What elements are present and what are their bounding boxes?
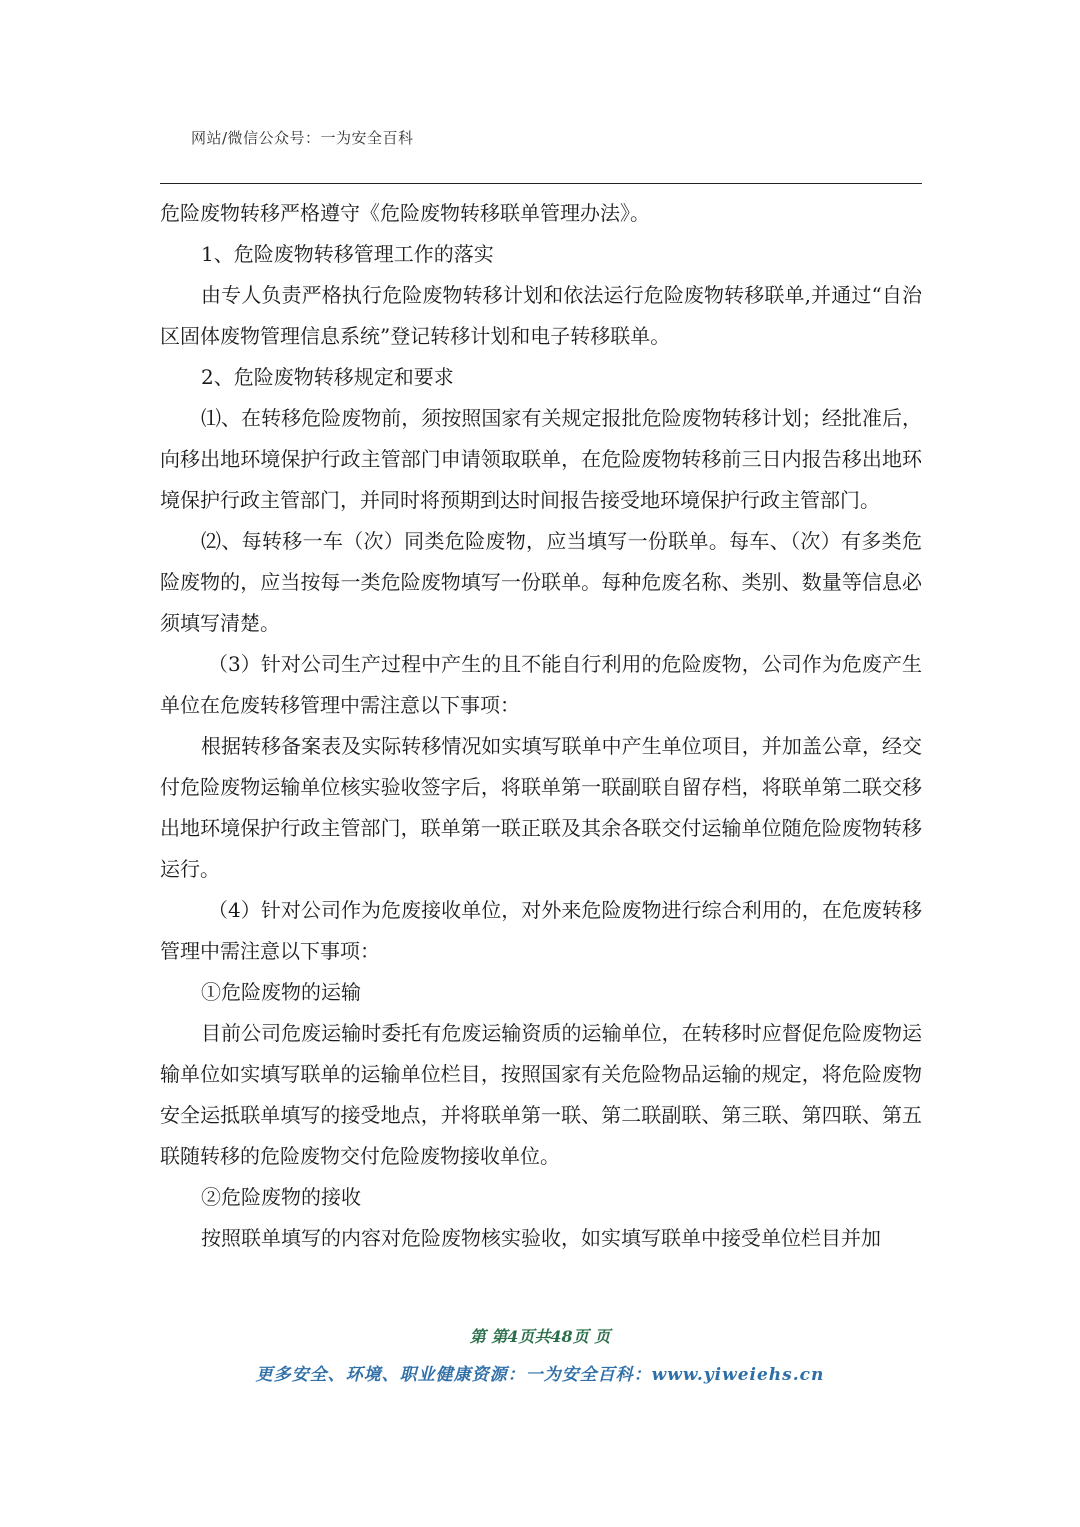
item-2: ⑵、每转移一车（次）同类危险废物，应当填写一份联单。每车、（次）有多类危险废物的，应当按每一类危险废物填写一份联单。每种危废名称、类别、数量等信息必须填写清楚。 (160, 529, 922, 635)
item-3: （3）针对公司生产过程中产生的且不能自行利用的危险废物，公司作为危废产生单位在危废转移管理中需注意以下事项： (160, 652, 922, 717)
source-note: 网站/微信公众号：一为安全百科 (191, 129, 414, 147)
paragraph-receive: 按照联单填写的内容对危险废物核实验收，如实填写联单中接受单位栏目并加 (201, 1226, 881, 1250)
subheading-receive: ②危险废物的接收 (201, 1185, 361, 1209)
paragraph-1: 由专人负责严格执行危险废物转移计划和依法运行危险废物转移联单,并通过“自治区固体废物管理信息系统”登记转移计划和电子转移联单。 (160, 283, 922, 348)
resources-footer: 更多安全、环境、职业健康资源：一为安全百科：www.yiweiehs.cn (255, 1365, 825, 1385)
paragraph-transport: 目前公司危废运输时委托有危废运输资质的运输单位，在转移时应督促危险废物运输单位如实填写联单的运输单位栏目，按照国家有关危险物品运输的规定，将危险废物安全运抵联单填写的接受地点，并将联单第一联、第二联副联、第三联、第四联、第五联随转移的危险废物交付危险废物接收单位。 (160, 1021, 922, 1168)
page-number: 第 第4页共48页 页 (469, 1327, 611, 1346)
item-4: （4）针对公司作为危废接收单位，对外来危险废物进行综合利用的，在危废转移管理中需注意以下事项： (160, 898, 922, 963)
section-heading-2: 2、危险废物转移规定和要求 (201, 365, 454, 389)
subheading-transport: ①危险废物的运输 (201, 980, 361, 1004)
header-divider (160, 183, 922, 184)
section-heading-1: 1、危险废物转移管理工作的落实 (201, 242, 494, 266)
item-1: ⑴、在转移危险废物前，须按照国家有关规定报批危险废物转移计划；经批准后，向移出地环境保护行政主管部门申请领取联单，在危险废物转移前三日内报告移出地环境保护行政主管部门，并同时将预期到达时间报告接受地环境保护行政主管部门。 (160, 406, 922, 512)
document-body (160, 193, 922, 1259)
paragraph-intro: 危险废物转移严格遵守《危险废物转移联单管理办法》。 (160, 201, 650, 225)
paragraph-3: 根据转移备案表及实际转移情况如实填写联单中产生单位项目，并加盖公章，经交付危险废物运输单位核实验收签字后，将联单第一联副联自留存档，将联单第二联交移出地环境保护行政主管部门，联单第一联正联及其余各联交付运输单位随危险废物转移运行。 (160, 734, 922, 881)
